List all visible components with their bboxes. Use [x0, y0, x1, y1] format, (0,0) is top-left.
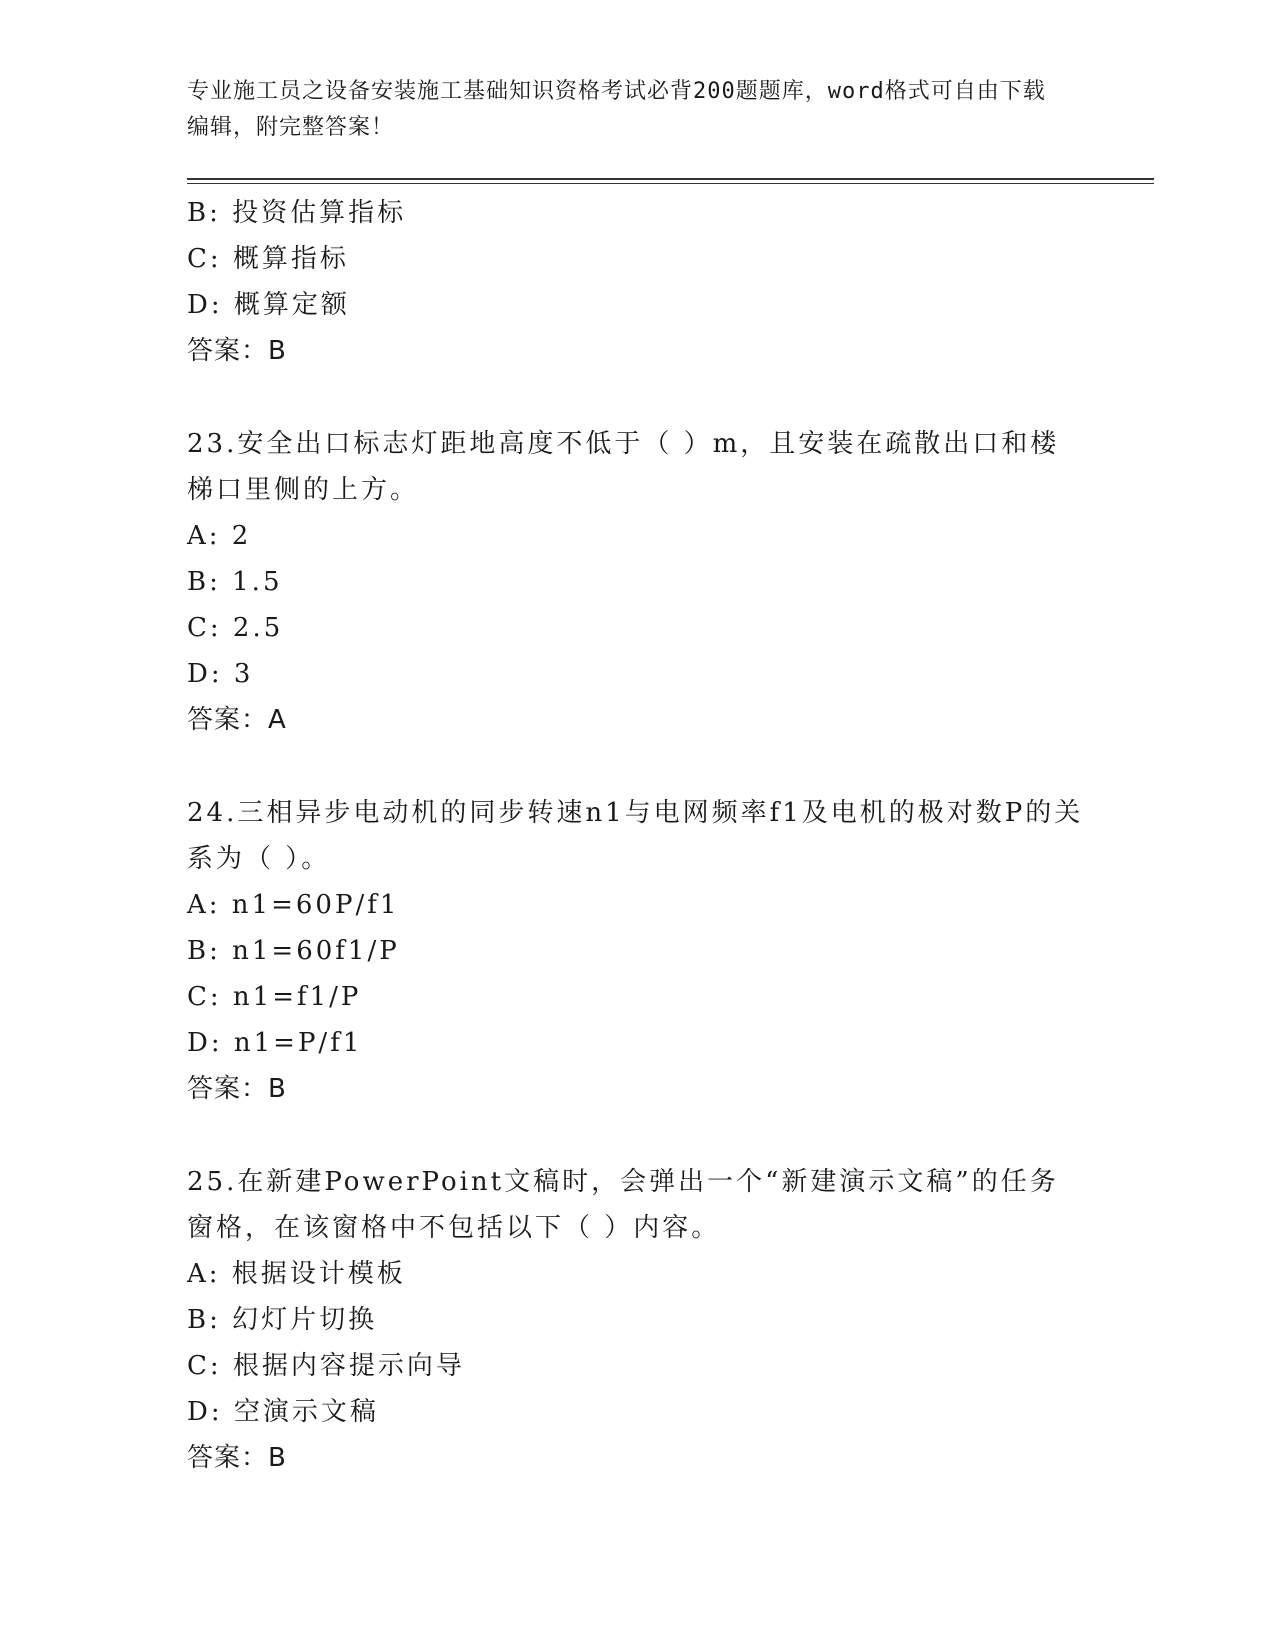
partial-question-options [187, 190, 1087, 328]
option-c: C: 根据内容提示向导 [187, 1351, 465, 1381]
option-b: B: 投资估算指标 [187, 198, 407, 228]
option-c: C: n1=f1/P [187, 982, 362, 1012]
option-a: A: n1=60P/f1 [187, 890, 400, 920]
option-c: C: 2.5 [187, 613, 284, 643]
question-text: 25.在新建PowerPoint文稿时，会弹出一个“新建演示文稿”的任务窗格，在该窗格中不包括以下（ ）内容。 [187, 1167, 1059, 1243]
option-c: C: 概算指标 [187, 244, 349, 274]
document-intro: 专业施工员之设备安装施工基础知识资格考试必背200题题库，word格式可自由下载编辑，附完整答案！ [187, 79, 1046, 140]
option-b: B: n1=60f1/P [187, 936, 400, 966]
header-divider-thin [187, 183, 1154, 184]
question-item [187, 790, 1087, 1112]
option-d: D: 空演示文稿 [187, 1397, 379, 1427]
question-text: 23.安全出口标志灯距地高度不低于（ ）m，且安装在疏散出口和楼梯口里侧的上方。 [187, 429, 1060, 505]
question-item [187, 1159, 1087, 1481]
option-b: B: 幻灯片切换 [187, 1305, 378, 1335]
question-text: 24.三相异步电动机的同步转速n1与电网频率f1及电机的极对数P的关系为（ ）。 [187, 798, 1084, 874]
answer-line: 答案：B [187, 1443, 287, 1473]
answer-line: 答案：A [187, 705, 287, 735]
answer-line: 答案：B [187, 1074, 287, 1104]
option-d: D: 3 [187, 659, 254, 689]
question-item [187, 421, 1087, 743]
answer-line: 答案：B [187, 336, 287, 366]
option-a: A: 2 [187, 521, 252, 551]
question-list [187, 190, 1087, 1481]
option-b: B: 1.5 [187, 567, 283, 597]
header-divider-thick [187, 178, 1154, 180]
option-a: A: 根据设计模板 [187, 1259, 406, 1289]
option-d: D: 概算定额 [187, 290, 350, 320]
option-d: D: n1=P/f1 [187, 1028, 363, 1058]
